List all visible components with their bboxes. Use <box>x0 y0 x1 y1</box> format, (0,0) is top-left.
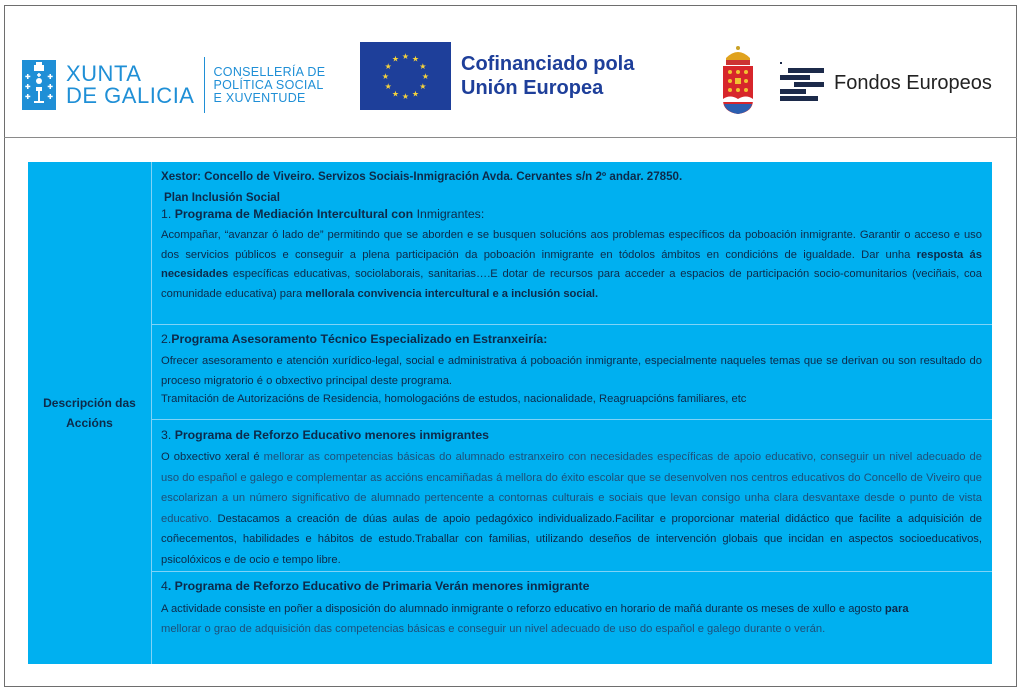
program-1-title <box>161 207 982 221</box>
row-label-line1: Descripción das <box>43 396 136 410</box>
section-program-3 <box>152 420 992 572</box>
program-2-number: 2. <box>161 332 172 346</box>
program-3-description <box>161 447 982 570</box>
xunta-separator <box>204 57 205 113</box>
eu-star-icon: ★ <box>419 62 427 71</box>
program-4-title <box>161 579 982 593</box>
eu-text <box>461 52 634 100</box>
program-3-text-1: mellorar as competencias básicas do alumnado estranxeiro con necesidades específicas de apoio educativo, conseguir un nivel adecuado de uso do español e galego e complementar as accións encamiñadas á mellora do éxito escolar que se desenvolven nos centros educativos do Concello de Viveiro que escolarizan a un número significativo de alumnado pertencente a contornas culturais e sociais que levan consigo unha clara desvantaxe desde o punto de vista educativo. <box>161 451 982 525</box>
eu-star-icon: ★ <box>411 89 420 99</box>
program-2-title <box>161 332 982 346</box>
xunta-line1: XUNTA <box>66 61 142 86</box>
xunta-department <box>213 66 325 105</box>
program-1-text-1: Acompañar, “avanzar ó lado de” permitindo que se aborden e se busquen solucións aos problemas específicos da poboación inmigrante. Garantir o acceso e uso dos servicios públicos e conseguir a plena participación da poboación inmigrante en tódolos ámbitos en condicións de igualdade. Dar unha <box>161 229 982 261</box>
dept-line2: POLÍTICA SOCIAL <box>213 77 324 92</box>
plan-title: Plan Inclusión Social <box>164 191 280 204</box>
program-3-title-text: Programa de Reforzo Educativo menores inmigrantes <box>174 428 490 442</box>
eu-star-icon: ★ <box>391 89 400 99</box>
program-4-number: 4 <box>161 579 168 593</box>
program-4-text-2: mellorar o grao de adquisición das competencias básicas e conseguir un nivel adecuado de uso do español e galego durante o verán. <box>161 623 826 635</box>
program-3-text-2: Destacamos a creación de dúas aulas de apoio pedagóxico individualizado.Facilitar e proporcionar material didáctico que facilite a adquisición de coñecementos, habilidades e hábitos de estudo.Traballar con familias, utilizando deseños de intervención globais que incidan en aspectos socioeducativos, psicolóxicos e de ocio e tempo libre. <box>161 512 983 566</box>
program-3-title <box>161 428 982 442</box>
fondos-europeos-icon <box>780 62 824 104</box>
eu-star-icon: ★ <box>384 62 392 71</box>
section-program-4 <box>152 572 992 664</box>
fondos-europeos-text: Fondos Europeos <box>834 71 992 94</box>
xestor-line: Xestor: Concello de Viveiro. Servizos Sociais-Inmigración Avda. Cervantes s/n 2º andar. 27850. <box>161 170 683 183</box>
xunta-name <box>66 63 194 107</box>
header-divider <box>4 137 1017 138</box>
xunta-line2: DE GALICIA <box>66 83 195 108</box>
program-1-bold-1: resposta ás necesidades <box>161 248 982 280</box>
program-4-description <box>161 599 982 639</box>
xunta-logo <box>22 57 325 113</box>
viveiro-coat-of-arms-icon <box>720 44 756 116</box>
program-3-bold-lead: O obxectivo xeral é <box>161 451 260 463</box>
eu-star-icon: ★ <box>391 54 400 64</box>
program-2-title-text: Programa Asesoramento Técnico Especializado en Estranxeiría: <box>171 332 548 346</box>
eu-star-icon: ★ <box>381 72 390 81</box>
program-1-number: 1. <box>161 207 175 221</box>
section-program-1 <box>152 162 992 325</box>
eu-line1: Cofinanciado pola <box>461 53 635 75</box>
row-header-label <box>43 393 136 433</box>
eu-cofinanced-logo <box>360 42 634 110</box>
program-1-text-2: específicas educativas, sociolaborais, sanitarias….E dotar de recursos para acceder a espacios de participación socio-comunitarios (veciñais, coa comunidade educativa) para <box>161 268 982 300</box>
section-program-2 <box>152 325 992 420</box>
program-1-bold-2: mellorala convivencia intercultural e a inclusión social. <box>305 287 599 300</box>
eu-star-icon: ★ <box>401 52 410 61</box>
dept-line3: E XUVENTUDE <box>213 90 306 105</box>
program-1-title-rest: Inmigrantes: <box>413 207 485 221</box>
row-header-cell <box>28 162 152 664</box>
eu-line2: Unión Europea <box>461 77 604 99</box>
eu-star-icon: ★ <box>421 72 430 81</box>
eu-star-icon: ★ <box>411 54 420 64</box>
program-2-procedures: Tramitación de Autorizacións de Residencia, homologacións de estudos, nacionalidade, Reagruapcións familiares, etc <box>161 393 747 405</box>
fondos-europeos-logo <box>780 62 992 104</box>
eu-star-icon: ★ <box>384 82 392 91</box>
program-2-description: Ofrecer asesoramento e atención xurídico-legal, social e administrativa á poboación inmigrante, especialmente naqueles temas que se derivan ou son resultado do proceso migratorio é o obxectivo principal deste programa. <box>161 355 982 387</box>
eu-star-icon: ★ <box>401 92 410 101</box>
dept-line1: CONSELLERÍA DE <box>213 64 326 79</box>
row-label-line2: Accións <box>66 416 113 430</box>
program-1-description <box>161 226 982 304</box>
xunta-emblem-icon <box>22 60 56 110</box>
program-3-number: 3. <box>161 428 175 442</box>
program-4-title-text: . Programa de Reforzo Educativo de Primaria Verán menores inmigrante <box>167 579 590 593</box>
program-1-title-bold: Programa de Mediación Intercultural con <box>174 207 414 221</box>
eu-flag-icon <box>360 42 451 110</box>
actions-table <box>28 162 992 664</box>
eu-star-icon: ★ <box>419 82 427 91</box>
program-4-text-1: A actividade consiste en poñer a disposición do alumnado inmigrante o reforzo educativo en horario de mañá durante os meses de xullo e agosto <box>161 603 885 615</box>
program-4-bold-1: para <box>884 603 909 615</box>
